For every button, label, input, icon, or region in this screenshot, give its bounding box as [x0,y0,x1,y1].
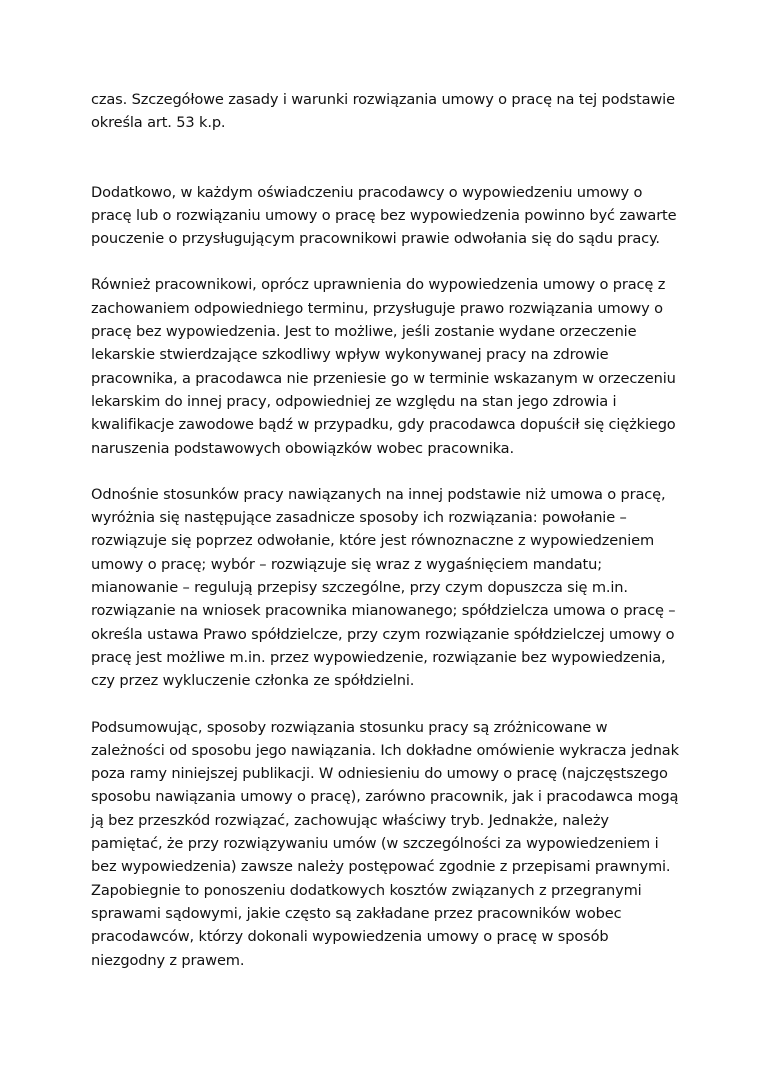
paragraph-1: czas. Szczegółowe zasady i warunki rozwiązania umowy o pracę na tej podstawie określa art. 53 k.p. [91,91,675,132]
document-body [91,88,681,972]
paragraph-5: Podsumowując, sposoby rozwiązania stosunku pracy są zróżnicowane w zależności od sposobu jego nawiązania. Ich dokładne omówienie wykracza jednak poza ramy niniejszej publikacji. W odniesieniu do umowy o pracę (najczęstszego sposobu nawiązania umowy o pracę), zarówno pracownik, jak i pracodawca mogą ją bez przeszkód rozwiązać, zachowując właściwy tryb. Jednakże, należy pamiętać, że przy rozwiązywaniu umów (w szczególności za wypowiedzeniem i bez wypowiedzenia) zawsze należy postępować zgodnie z przepisami prawnymi. Zapobiegnie to ponoszeniu dodatkowych kosztów związanych z przegranymi sprawami sądowymi, jakie często są zakładane przez pracowników wobec pracodawców, którzy dokonali wypowiedzenia umowy o pracę w sposób niezgodny z prawem. [91,718,679,969]
paragraph-4: Odnośnie stosunków pracy nawiązanych na innej podstawie niż umowa o pracę, wyróżnia się następujące zasadnicze sposoby ich rozwiązania: powołanie – rozwiązuje się poprzez odwołanie, które jest równoznaczne z wypowiedzeniem umowy o pracę; wybór – rozwiązuje się wraz z wygaśnięciem mandatu; mianowanie – regulują przepisy szczególne, przy czym dopuszcza się m.in. rozwiązanie na wniosek pracownika mianowanego; spółdzielcza umowa o pracę – określa ustawa Prawo spółdzielcze, przy czym rozwiązanie spółdzielczej umowy o pracę jest możliwe m.in. przez wypowiedzenie, rozwiązanie bez wypowiedzenia, czy przez wykluczenie członka ze spółdzielni. [91,485,676,690]
paragraph-2: Dodatkowo, w każdym oświadczeniu pracodawcy o wypowiedzeniu umowy o pracę lub o rozwiązaniu umowy o pracę bez wypowiedzenia powinno być zawarte pouczenie o przysługującym pracownikowi prawie odwołania się do sądu pracy. [91,183,677,248]
paragraph-3: Również pracownikowi, oprócz uprawnienia do wypowiedzenia umowy o pracę z zachowaniem odpowiedniego terminu, przysługuje prawo rozwiązania umowy o pracę bez wypowiedzenia. Jest to możliwe, jeśli zostanie wydane orzeczenie lekarskie stwierdzające szkodliwy wpływ wykonywanej pracy na zdrowie pracownika, a pracodawca nie przeniesie go w terminie wskazanym w orzeczeniu lekarskim do innej pracy, odpowiedniej ze względu na stan jego zdrowia i kwalifikacje zawodowe bądź w przypadku, gdy pracodawca dopuścił się ciężkiego naruszenia podstawowych obowiązków wobec pracownika. [91,276,676,457]
